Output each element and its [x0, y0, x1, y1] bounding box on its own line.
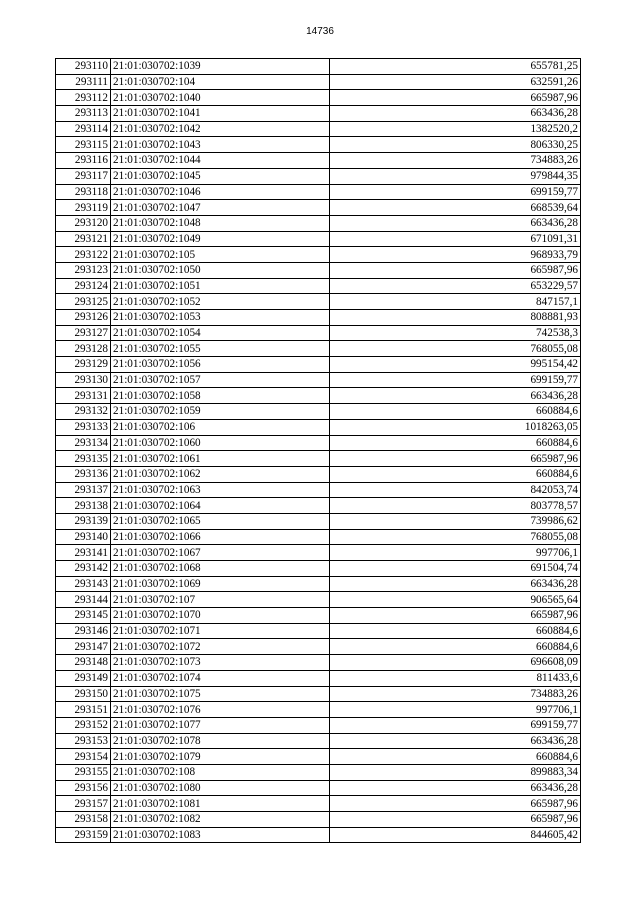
cadastral-value-cell: 968933,79: [330, 247, 581, 263]
cadastral-value-cell: 699159,77: [330, 717, 581, 733]
cadastral-value-cell: 806330,25: [330, 137, 581, 153]
cadastral-number-cell: 21:01:030702:108: [111, 764, 330, 780]
cadastral-value-cell: 671091,31: [330, 231, 581, 247]
row-number-cell: 293149: [56, 670, 111, 686]
cadastral-number-cell: 21:01:030702:1046: [111, 184, 330, 200]
row-number-cell: 293143: [56, 576, 111, 592]
cadastral-number-cell: 21:01:030702:106: [111, 419, 330, 435]
table-row: [56, 121, 581, 137]
row-number-cell: 293142: [56, 561, 111, 577]
cadastral-value-cell: 842053,74: [330, 482, 581, 498]
table-row: [56, 231, 581, 247]
cadastral-number-cell: 21:01:030702:1055: [111, 341, 330, 357]
cadastral-value-cell: 1018263,05: [330, 419, 581, 435]
row-number-cell: 293133: [56, 419, 111, 435]
cadastral-number-cell: 21:01:030702:1039: [111, 59, 330, 75]
table-row: [56, 686, 581, 702]
table-row: [56, 764, 581, 780]
row-number-cell: 293137: [56, 482, 111, 498]
cadastral-number-cell: 21:01:030702:1068: [111, 561, 330, 577]
cadastral-number-cell: 21:01:030702:1061: [111, 451, 330, 467]
cadastral-value-cell: 660884,6: [330, 404, 581, 420]
row-number-cell: 293156: [56, 780, 111, 796]
cadastral-number-cell: 21:01:030702:1048: [111, 215, 330, 231]
table-row: [56, 404, 581, 420]
cadastral-number-cell: 21:01:030702:1081: [111, 796, 330, 812]
row-number-cell: 293125: [56, 294, 111, 310]
row-number-cell: 293135: [56, 451, 111, 467]
table-row: [56, 529, 581, 545]
cadastral-value-cell: 665987,96: [330, 262, 581, 278]
row-number-cell: 293130: [56, 372, 111, 388]
row-number-cell: 293121: [56, 231, 111, 247]
cadastral-number-cell: 21:01:030702:1052: [111, 294, 330, 310]
cadastral-value-cell: 699159,77: [330, 372, 581, 388]
table-row: [56, 372, 581, 388]
row-number-cell: 293116: [56, 153, 111, 169]
row-number-cell: 293120: [56, 215, 111, 231]
table-row: [56, 247, 581, 263]
table-row: [56, 388, 581, 404]
row-number-cell: 293124: [56, 278, 111, 294]
cadastral-value-cell: 995154,42: [330, 357, 581, 373]
cadastral-value-cell: 1382520,2: [330, 121, 581, 137]
cadastral-number-cell: 21:01:030702:1073: [111, 655, 330, 671]
row-number-cell: 293127: [56, 325, 111, 341]
cadastral-number-cell: 21:01:030702:107: [111, 592, 330, 608]
cadastral-value-cell: 663436,28: [330, 215, 581, 231]
cadastral-value-cell: 906565,64: [330, 592, 581, 608]
cadastral-number-cell: 21:01:030702:1041: [111, 106, 330, 122]
cadastral-value-cell: 844605,42: [330, 827, 581, 843]
cadastral-value-cell: 665987,96: [330, 796, 581, 812]
cadastral-number-cell: 21:01:030702:1053: [111, 310, 330, 326]
cadastral-value-cell: 665987,96: [330, 608, 581, 624]
cadastral-number-cell: 21:01:030702:1049: [111, 231, 330, 247]
row-number-cell: 293114: [56, 121, 111, 137]
cadastral-value-cell: 663436,28: [330, 106, 581, 122]
cadastral-number-cell: 21:01:030702:1040: [111, 90, 330, 106]
table-row: [56, 262, 581, 278]
cadastral-value-cell: 979844,35: [330, 168, 581, 184]
table-row: [56, 357, 581, 373]
cadastral-number-cell: 21:01:030702:1066: [111, 529, 330, 545]
cadastral-value-cell: 691504,74: [330, 561, 581, 577]
row-number-cell: 293115: [56, 137, 111, 153]
table-row: [56, 215, 581, 231]
cadastral-number-cell: 21:01:030702:1082: [111, 812, 330, 828]
table-row: [56, 59, 581, 75]
table-row: [56, 796, 581, 812]
cadastral-value-cell: 663436,28: [330, 576, 581, 592]
table-row: [56, 278, 581, 294]
row-number-cell: 293136: [56, 466, 111, 482]
table-row: [56, 498, 581, 514]
cadastral-number-cell: 21:01:030702:1063: [111, 482, 330, 498]
cadastral-number-cell: 21:01:030702:1080: [111, 780, 330, 796]
cadastral-number-cell: 21:01:030702:1060: [111, 435, 330, 451]
row-number-cell: 293157: [56, 796, 111, 812]
cadastral-value-cell: 660884,6: [330, 639, 581, 655]
row-number-cell: 293158: [56, 812, 111, 828]
cadastral-value-cell: 734883,26: [330, 153, 581, 169]
table-row: [56, 812, 581, 828]
row-number-cell: 293126: [56, 310, 111, 326]
row-number-cell: 293129: [56, 357, 111, 373]
cadastral-value-cell: 632591,26: [330, 74, 581, 90]
table-row: [56, 561, 581, 577]
cadastral-value-cell: 808881,93: [330, 310, 581, 326]
cadastral-value-cell: 899883,34: [330, 764, 581, 780]
table-row: [56, 702, 581, 718]
row-number-cell: 293132: [56, 404, 111, 420]
table-row: [56, 717, 581, 733]
table-row: [56, 435, 581, 451]
cadastral-number-cell: 21:01:030702:1083: [111, 827, 330, 843]
cadastral-value-cell: 665987,96: [330, 451, 581, 467]
table-row: [56, 451, 581, 467]
cadastral-number-cell: 21:01:030702:1042: [111, 121, 330, 137]
row-number-cell: 293138: [56, 498, 111, 514]
table-row: [56, 670, 581, 686]
table-row: [56, 608, 581, 624]
table-row: [56, 576, 581, 592]
cadastral-value-cell: 655781,25: [330, 59, 581, 75]
cadastral-number-cell: 21:01:030702:105: [111, 247, 330, 263]
row-number-cell: 293122: [56, 247, 111, 263]
cadastral-number-cell: 21:01:030702:1043: [111, 137, 330, 153]
page-number: 14736: [306, 26, 334, 37]
table-row: [56, 137, 581, 153]
cadastral-number-cell: 21:01:030702:1058: [111, 388, 330, 404]
table-row: [56, 749, 581, 765]
cadastral-number-cell: 21:01:030702:1045: [111, 168, 330, 184]
row-number-cell: 293139: [56, 513, 111, 529]
cadastral-value-cell: 768055,08: [330, 529, 581, 545]
table-row: [56, 168, 581, 184]
cadastral-value-cell: 663436,28: [330, 780, 581, 796]
row-number-cell: 293141: [56, 545, 111, 561]
table-row: [56, 90, 581, 106]
table-row: [56, 623, 581, 639]
row-number-cell: 293131: [56, 388, 111, 404]
table-row: [56, 466, 581, 482]
cadastral-value-cell: 699159,77: [330, 184, 581, 200]
cadastral-number-cell: 21:01:030702:1047: [111, 200, 330, 216]
cadastral-value-cell: 997706,1: [330, 545, 581, 561]
cadastral-value-cell: 663436,28: [330, 388, 581, 404]
cadastral-value-cell: 660884,6: [330, 435, 581, 451]
cadastral-value-cell: 696608,09: [330, 655, 581, 671]
cadastral-value-cell: 660884,6: [330, 749, 581, 765]
cadastral-value-cell: 847157,1: [330, 294, 581, 310]
cadastral-number-cell: 21:01:030702:1078: [111, 733, 330, 749]
cadastral-number-cell: 21:01:030702:1079: [111, 749, 330, 765]
cadastral-number-cell: 21:01:030702:1054: [111, 325, 330, 341]
row-number-cell: 293153: [56, 733, 111, 749]
row-number-cell: 293110: [56, 59, 111, 75]
table-row: [56, 655, 581, 671]
table-row: [56, 482, 581, 498]
cadastral-value-table: [55, 58, 581, 843]
row-number-cell: 293152: [56, 717, 111, 733]
row-number-cell: 293151: [56, 702, 111, 718]
cadastral-value-cell: 653229,57: [330, 278, 581, 294]
row-number-cell: 293144: [56, 592, 111, 608]
row-number-cell: 293146: [56, 623, 111, 639]
row-number-cell: 293112: [56, 90, 111, 106]
table-row: [56, 106, 581, 122]
row-number-cell: 293145: [56, 608, 111, 624]
table-body: [56, 59, 581, 843]
row-number-cell: 293113: [56, 106, 111, 122]
cadastral-value-cell: 665987,96: [330, 812, 581, 828]
cadastral-number-cell: 21:01:030702:1064: [111, 498, 330, 514]
row-number-cell: 293134: [56, 435, 111, 451]
cadastral-number-cell: 21:01:030702:1075: [111, 686, 330, 702]
table-row: [56, 545, 581, 561]
cadastral-number-cell: 21:01:030702:1057: [111, 372, 330, 388]
row-number-cell: 293117: [56, 168, 111, 184]
table-row: [56, 74, 581, 90]
table-row: [56, 325, 581, 341]
row-number-cell: 293159: [56, 827, 111, 843]
cadastral-number-cell: 21:01:030702:1077: [111, 717, 330, 733]
row-number-cell: 293128: [56, 341, 111, 357]
table-row: [56, 419, 581, 435]
cadastral-value-cell: 663436,28: [330, 733, 581, 749]
row-number-cell: 293154: [56, 749, 111, 765]
table-row: [56, 310, 581, 326]
cadastral-number-cell: 21:01:030702:1050: [111, 262, 330, 278]
cadastral-value-cell: 734883,26: [330, 686, 581, 702]
cadastral-number-cell: 21:01:030702:1051: [111, 278, 330, 294]
table-row: [56, 827, 581, 843]
cadastral-value-cell: 660884,6: [330, 466, 581, 482]
table-row: [56, 341, 581, 357]
row-number-cell: 293119: [56, 200, 111, 216]
row-number-cell: 293123: [56, 262, 111, 278]
row-number-cell: 293140: [56, 529, 111, 545]
row-number-cell: 293155: [56, 764, 111, 780]
cadastral-number-cell: 21:01:030702:1074: [111, 670, 330, 686]
row-number-cell: 293148: [56, 655, 111, 671]
cadastral-number-cell: 21:01:030702:104: [111, 74, 330, 90]
cadastral-value-cell: 768055,08: [330, 341, 581, 357]
row-number-cell: 293147: [56, 639, 111, 655]
cadastral-number-cell: 21:01:030702:1059: [111, 404, 330, 420]
cadastral-value-cell: 997706,1: [330, 702, 581, 718]
table-row: [56, 513, 581, 529]
row-number-cell: 293118: [56, 184, 111, 200]
row-number-cell: 293111: [56, 74, 111, 90]
table-row: [56, 294, 581, 310]
table-row: [56, 153, 581, 169]
cadastral-number-cell: 21:01:030702:1071: [111, 623, 330, 639]
cadastral-number-cell: 21:01:030702:1044: [111, 153, 330, 169]
table-row: [56, 184, 581, 200]
table-row: [56, 592, 581, 608]
cadastral-number-cell: 21:01:030702:1056: [111, 357, 330, 373]
cadastral-value-cell: 803778,57: [330, 498, 581, 514]
table-row: [56, 733, 581, 749]
cadastral-value-cell: 739986,62: [330, 513, 581, 529]
cadastral-number-cell: 21:01:030702:1067: [111, 545, 330, 561]
cadastral-value-cell: 668539,64: [330, 200, 581, 216]
cadastral-value-cell: 742538,3: [330, 325, 581, 341]
row-number-cell: 293150: [56, 686, 111, 702]
cadastral-number-cell: 21:01:030702:1070: [111, 608, 330, 624]
cadastral-number-cell: 21:01:030702:1069: [111, 576, 330, 592]
table-row: [56, 200, 581, 216]
cadastral-value-cell: 811433,6: [330, 670, 581, 686]
cadastral-number-cell: 21:01:030702:1076: [111, 702, 330, 718]
cadastral-value-cell: 660884,6: [330, 623, 581, 639]
table-row: [56, 639, 581, 655]
table-row: [56, 780, 581, 796]
cadastral-value-cell: 665987,96: [330, 90, 581, 106]
cadastral-number-cell: 21:01:030702:1065: [111, 513, 330, 529]
cadastral-number-cell: 21:01:030702:1072: [111, 639, 330, 655]
cadastral-number-cell: 21:01:030702:1062: [111, 466, 330, 482]
